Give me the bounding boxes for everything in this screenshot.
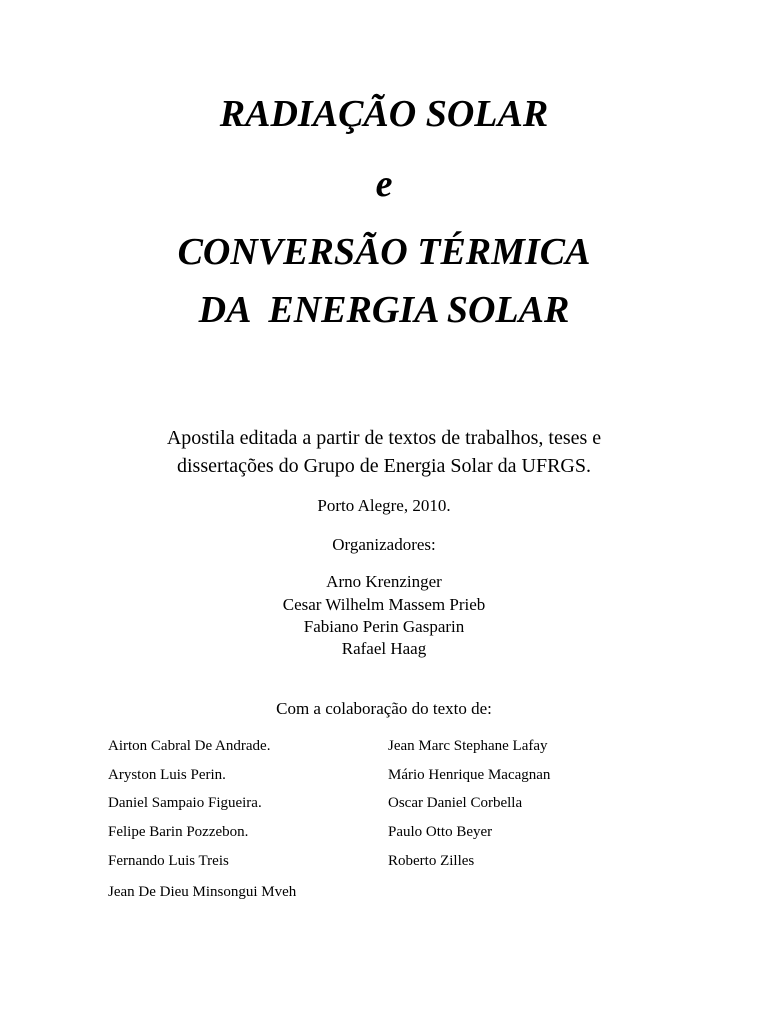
intro-line-1: Apostila editada a partir de textos de trabalhos, teses e bbox=[166, 427, 602, 449]
title-line-4: DA ENERGIA SOLAR bbox=[198, 289, 570, 331]
collaborator-name: Aryston Luis Perin. bbox=[108, 767, 226, 783]
place-date: Porto Alegre, 2010. bbox=[317, 496, 451, 515]
collaborator-name: Mário Henrique Macagnan bbox=[388, 767, 551, 783]
collaborator-name: Jean Marc Stephane Lafay bbox=[388, 738, 548, 754]
collaborator-name: Daniel Sampaio Figueira. bbox=[108, 795, 262, 811]
organizer-name: Fabiano Perin Gasparin bbox=[303, 617, 465, 636]
collaborator-name: Felipe Barin Pozzebon. bbox=[108, 824, 249, 840]
title-conjunction: e bbox=[375, 163, 393, 205]
organizer-name: Arno Krenzinger bbox=[326, 572, 442, 591]
title-line-1: RADIAÇÃO SOLAR bbox=[219, 93, 549, 135]
collaborator-name: Roberto Zilles bbox=[388, 853, 475, 869]
organizer-name: Cesar Wilhelm Massem Prieb bbox=[282, 595, 486, 614]
intro-line-2: dissertações do Grupo de Energia Solar da UFRGS. bbox=[176, 455, 591, 477]
collaborators-label: Com a colaboração do texto de: bbox=[276, 699, 492, 718]
collaborator-name: Paulo Otto Beyer bbox=[388, 824, 493, 840]
collaborator-name: Airton Cabral De Andrade. bbox=[108, 738, 271, 754]
organizer-name: Rafael Haag bbox=[341, 639, 427, 658]
collaborator-name: Oscar Daniel Corbella bbox=[388, 795, 523, 811]
organizers-label: Organizadores: bbox=[332, 535, 436, 554]
title-line-3: CONVERSÃO TÉRMICA bbox=[177, 231, 591, 273]
collaborator-name: Fernando Luis Treis bbox=[108, 853, 229, 869]
collaborator-name: Jean De Dieu Minsongui Mveh bbox=[108, 884, 297, 900]
